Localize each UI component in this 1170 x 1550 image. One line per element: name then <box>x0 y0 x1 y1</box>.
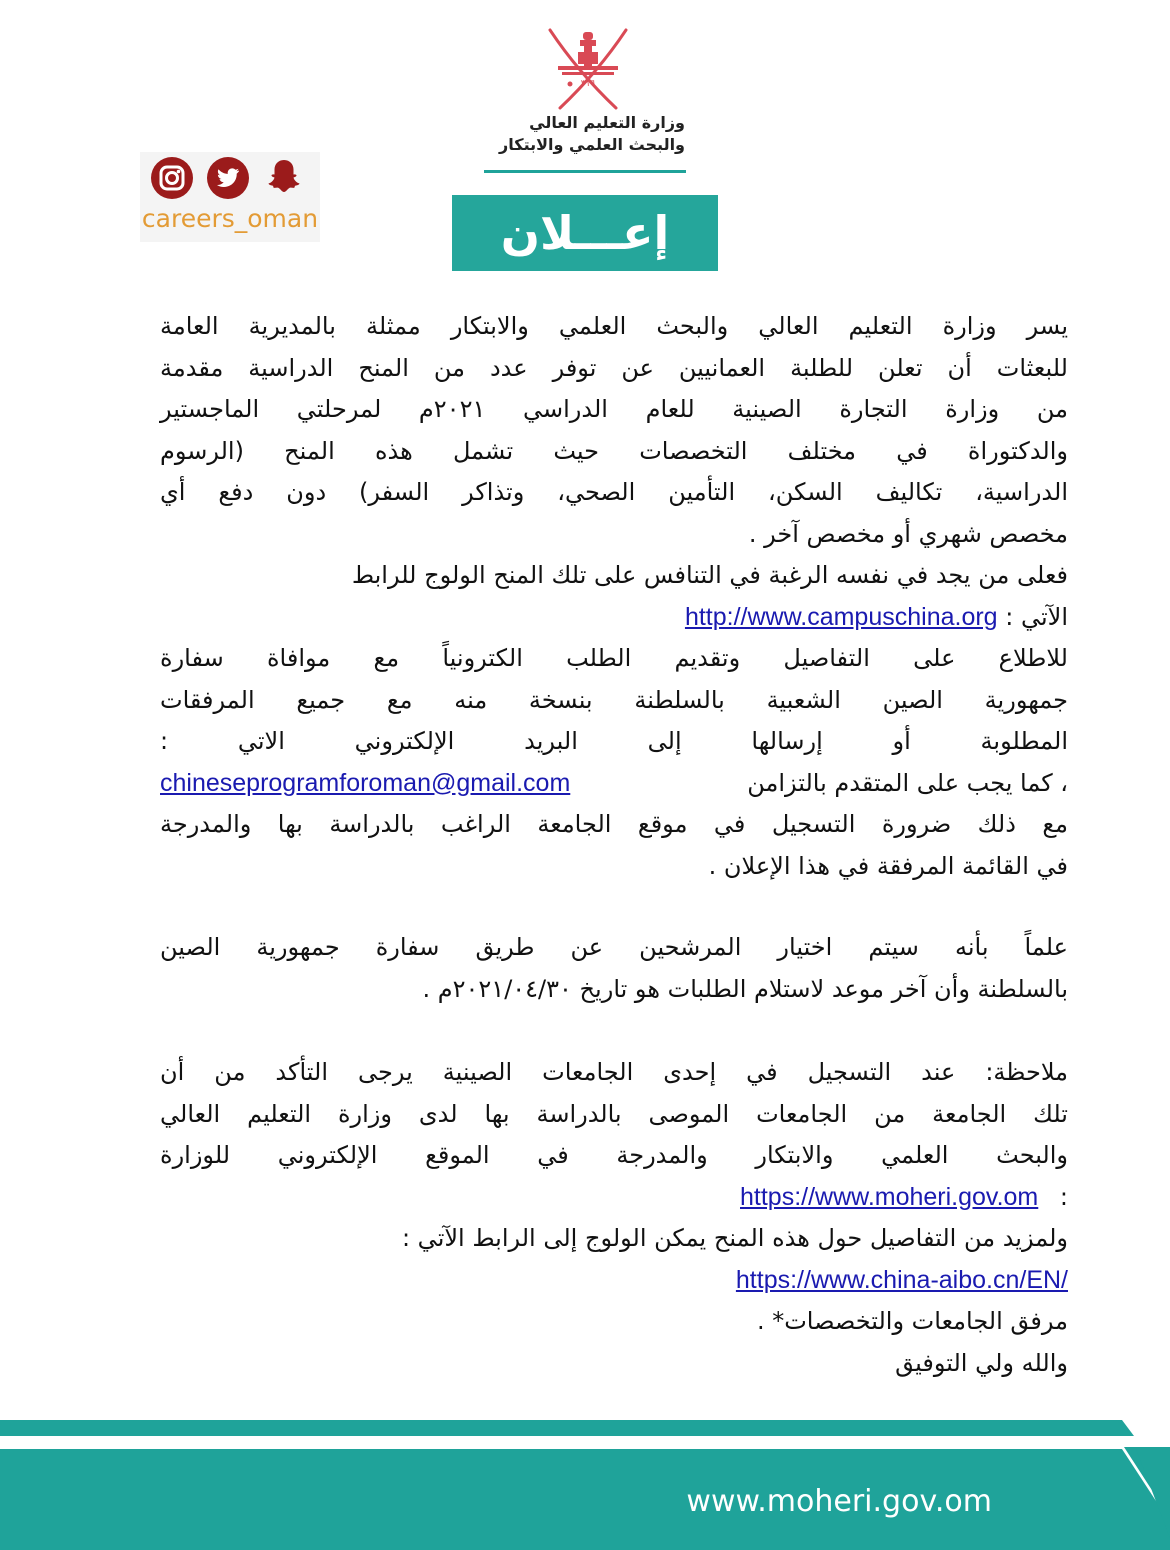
paragraph2-line: للاطلاع على التفاصيل وتقديم الطلب الكترونياً مع موافاة سفارة <box>160 644 1068 672</box>
paragraph1-line: يسر وزارة التعليم العالي والبحث العلمي والابتكار ممثلة بالمديرية العامة <box>160 312 1068 340</box>
paragraph4-line: ملاحظة: عند التسجيل في إحدى الجامعات الصينية يرجى التأكد من أن <box>160 1058 1068 1086</box>
paragraph2-line: في القائمة المرفقة في هذا الإعلان . <box>708 851 1068 880</box>
svg-text:٣١٦: ٣١٦ <box>580 79 596 89</box>
paragraph1-line: للبعثات أن تعلن للطلبة العمانيين عن توفر عدد من المنح الدراسية مقدمة <box>160 353 1068 382</box>
more-details-line: ولمزيد من التفاصيل حول هذه المنح يمكن الولوج إلى الرابط الآتي : <box>401 1224 1068 1252</box>
ministry-divider <box>484 170 686 173</box>
social-media-block <box>140 152 320 242</box>
oman-national-emblem-icon <box>538 22 638 114</box>
ministry-name-line2: والبحث العلمي والابتكار <box>499 135 685 154</box>
announcement-body <box>160 306 1068 1384</box>
campuschina-link[interactable]: http://www.campuschina.org <box>684 602 998 631</box>
paragraph2-line: جمهورية الصين الشعبية بالسلطنة بنسخة منه مع جميع المرفقات <box>160 685 1068 714</box>
paragraph2-link-line <box>160 597 1068 639</box>
paragraph1-line: من وزارة التجارة الصينية للعام الدراسي ٢٠٢١م لمرحلتي الماجستير <box>160 395 1068 423</box>
paragraph1-line: والدكتوراة في مختلف التخصصات حيث تشمل هذه المنح (الرسوم <box>160 436 1068 465</box>
announcement-title: إعـــلان <box>500 206 670 260</box>
link-prefix: : <box>1059 1182 1068 1211</box>
announcement-badge <box>452 195 718 271</box>
email-suffix: ، كما يجب على المتقدم بالتزامن <box>747 768 1068 797</box>
china-aibo-link[interactable]: https://www.china-aibo.cn/EN/ <box>735 1265 1068 1294</box>
twitter-icon[interactable] <box>206 156 250 200</box>
paragraph4-line: تلك الجامعة من الجامعات الموصى بالدراسة بها لدى وزارة التعليم العالي <box>160 1099 1068 1128</box>
paragraph2-line: المطلوبة أو إرسالها إلى البريد الإلكتروني الاتي : <box>160 727 1068 755</box>
attachment-note: مرفق الجامعات والتخصصات* . <box>756 1307 1068 1335</box>
closing-line: والله ولي التوفيق <box>895 1348 1068 1377</box>
paragraph1-line: مخصص شهري أو مخصص آخر . <box>748 519 1068 548</box>
paragraph3-line: علماً بأنه سيتم اختيار المرشحين عن طريق سفارة جمهورية الصين <box>160 933 1068 961</box>
paragraph2-line: مع ذلك ضرورة التسجيل في موقع الجامعة الراغب بالدراسة بها والمدرجة <box>160 810 1068 838</box>
footer-website-url[interactable]: www.moheri.gov.om <box>686 1484 992 1519</box>
ministry-name-line1: وزارة التعليم العالي <box>529 113 685 132</box>
instagram-icon[interactable] <box>150 156 194 200</box>
social-handle[interactable]: careers_oman <box>141 204 319 233</box>
china-aibo-link-line <box>160 1260 1068 1302</box>
paragraph3-line: بالسلطنة وأن آخر موعد لاستلام الطلبات هو تاريخ ٢٠٢١/٠٤/٣٠م . <box>422 974 1068 1003</box>
footer-band <box>0 1418 1170 1550</box>
moheri-link[interactable]: https://www.moheri.gov.om <box>740 1182 1039 1211</box>
link-prefix: الآتي : <box>1005 602 1068 631</box>
ministry-name <box>470 112 685 156</box>
moheri-link-line <box>160 1177 1068 1219</box>
paragraph2-line: فعلى من يجد في نفسه الرغبة في التنافس على تلك المنح الولوج للرابط <box>351 561 1068 589</box>
paragraph2-email-line <box>160 763 1068 805</box>
email-link[interactable]: chineseprogramforoman@gmail.com <box>160 768 571 797</box>
snapchat-icon[interactable] <box>262 156 306 200</box>
paragraph4-line: والبحث العلمي والابتكار والمدرجة في الموقع الإلكتروني للوزارة <box>160 1141 1068 1169</box>
paragraph1-line: الدراسية، تكاليف السكن، التأمين الصحي، وتذاكر السفر) دون دفع أي <box>160 478 1068 506</box>
